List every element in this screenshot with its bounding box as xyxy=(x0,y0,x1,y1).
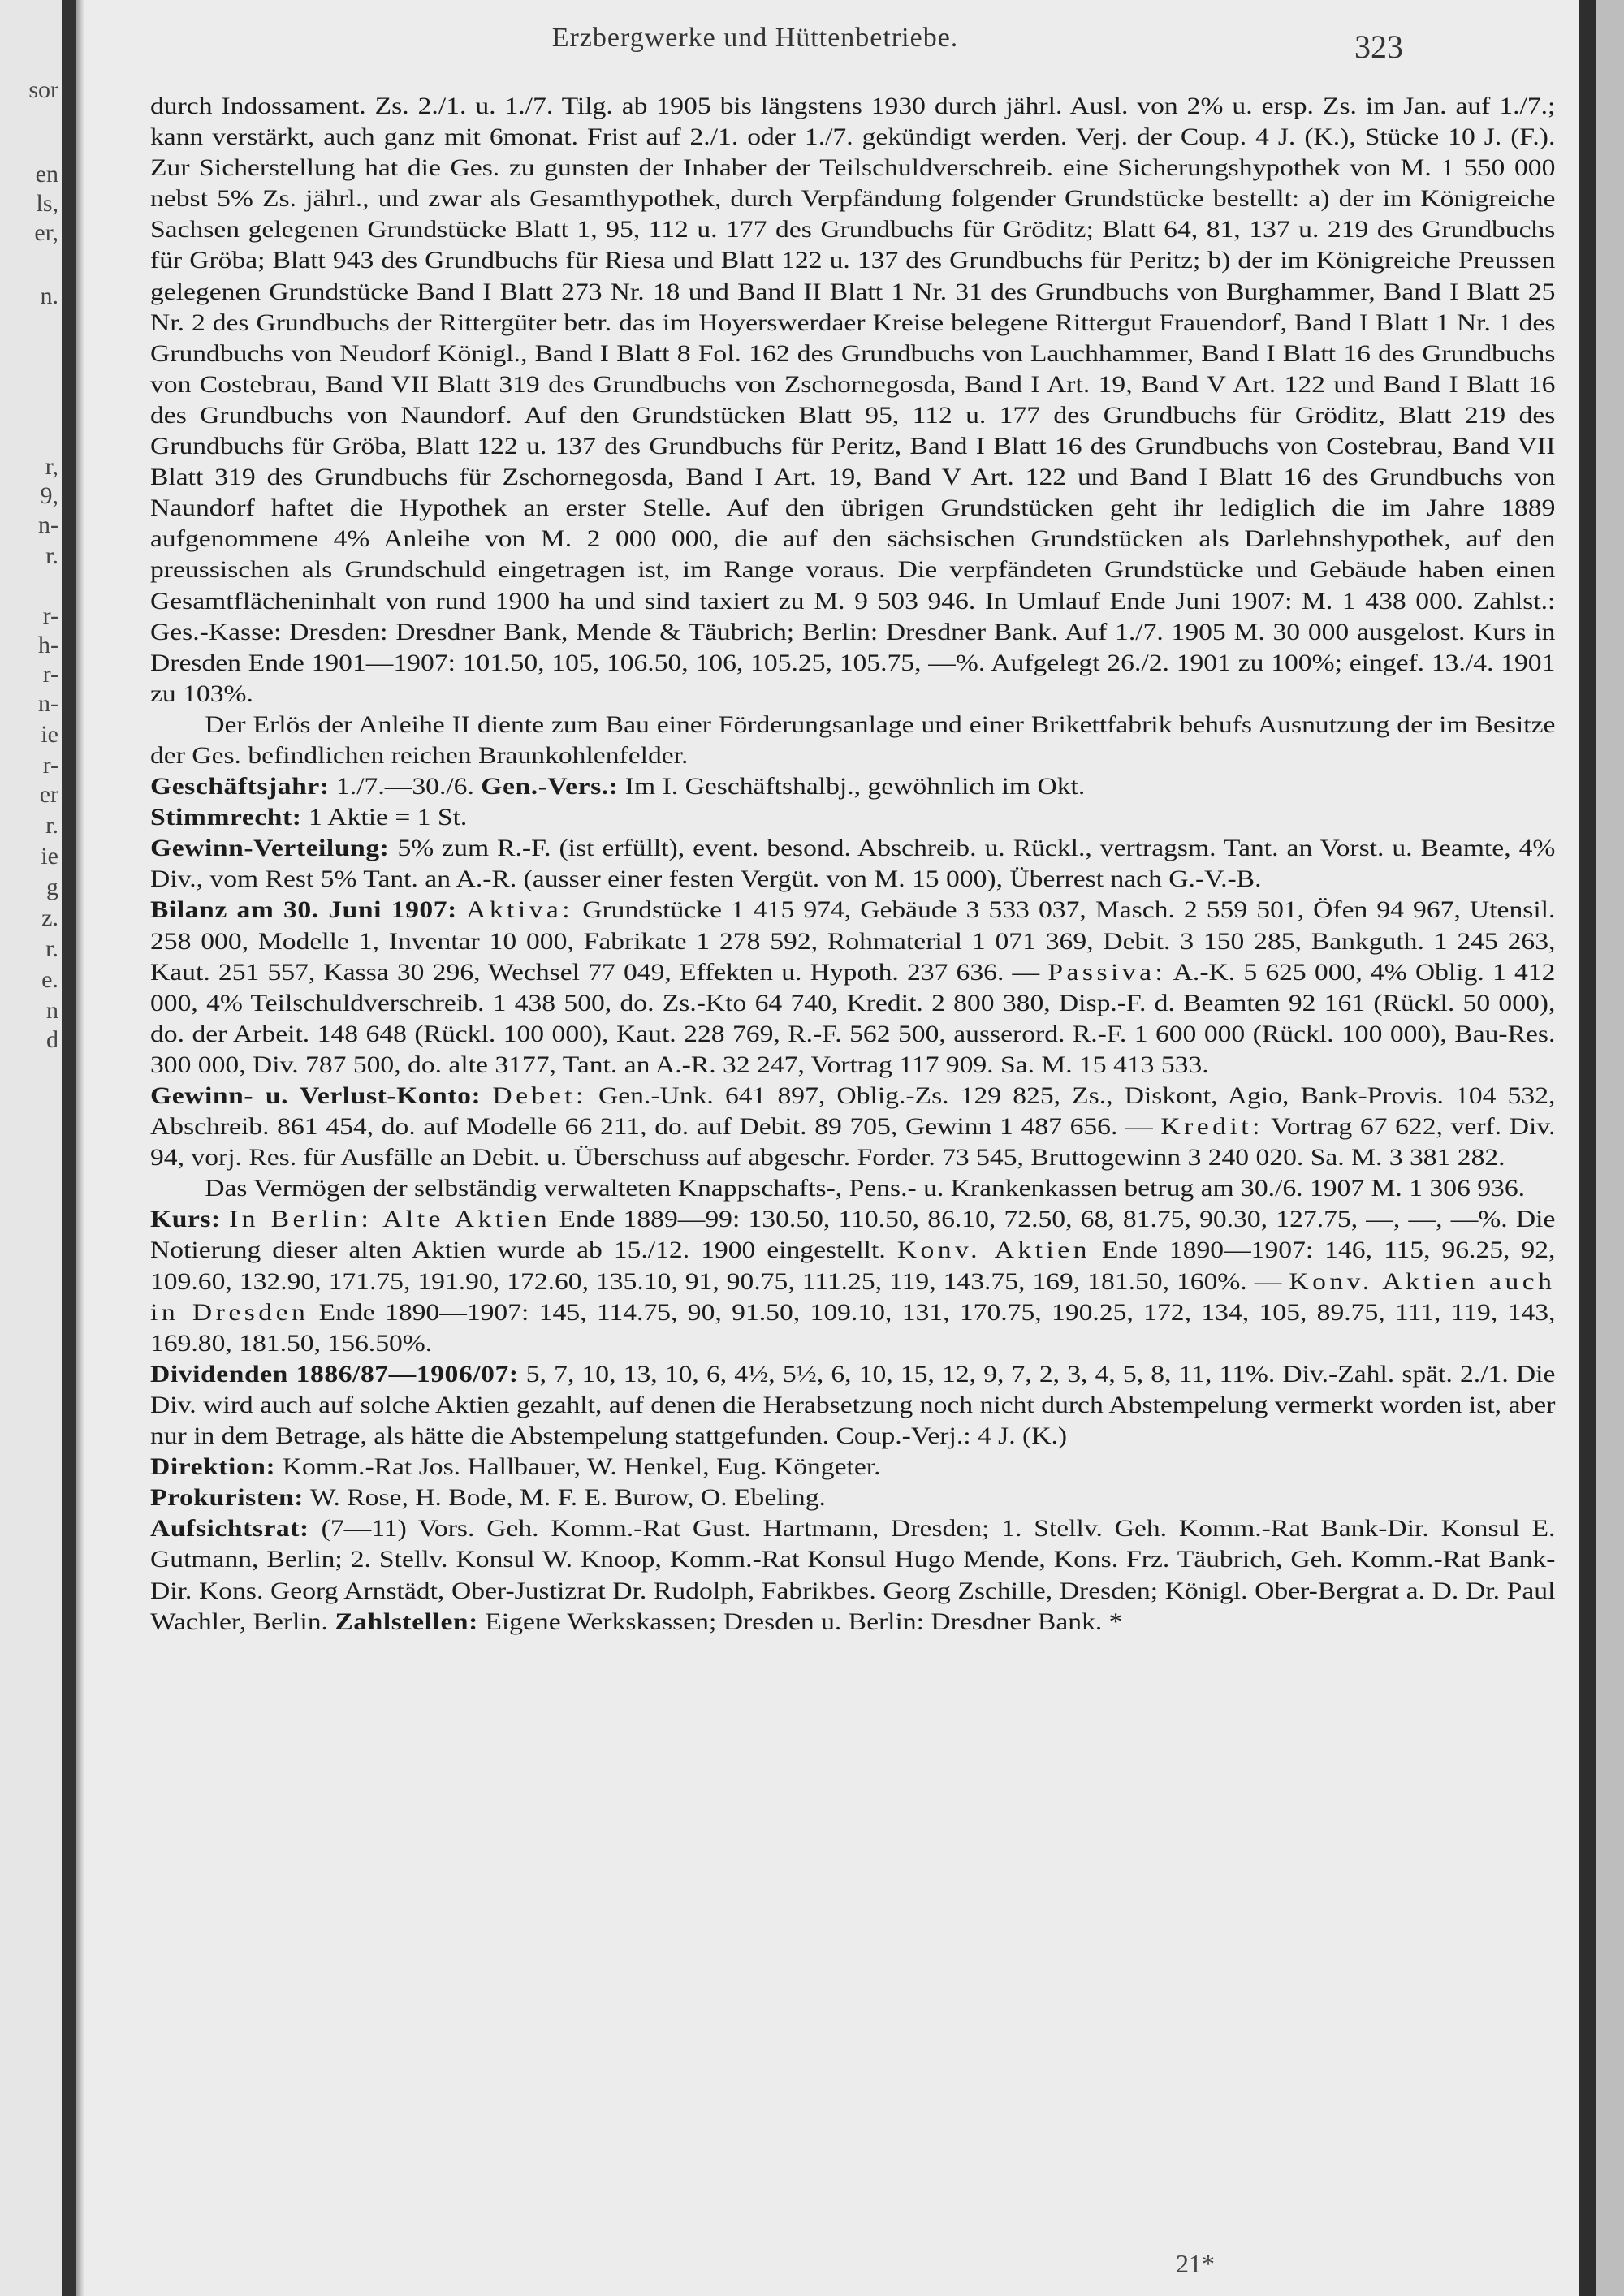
binding-gradient xyxy=(76,0,84,2296)
supervisory-board-value: (7—11) Vors. Geh. Komm.-Rat Gust. Hartmann, Dresden; 1. Stellv. Geh. Komm.-Rat Bank-Dir. Konsul E. Gutmann, Berlin; 2. Stellv. Konsul W. Knoop, Komm.-Rat Konsul Hugo Mende, Kons. Frz. Täubrich, Geh. Komm.-Rat Bank-Dir. Kons. Georg Arnstädt, Ober-Justizrat Dr. Rudolph, Fabrikbes. Georg Zschille, Dresden; Königl. Ober-Bergrat a. D. Dr. Paul Wachler, Berlin. xyxy=(150,1515,1556,1635)
management-paragraph xyxy=(150,1452,1555,1482)
facing-page-edge xyxy=(0,0,68,2296)
page-number: 323 xyxy=(1354,28,1403,65)
kredit-label: Kredit: xyxy=(1160,1113,1263,1141)
margin-fragment: en xyxy=(35,162,58,187)
bond-details-text: durch Indossament. Zs. 2./1. u. 1./7. Tilg. ab 1905 bis längstens 1930 durch jährl. Ausl. von 2% u. ersp. Zs. im Jan. auf 1./7.; kann verstärkt, auch ganz mit 6monat. Frist auf 2./1. oder 1./7. gekündigt werden. Verj. der Coup. 4 J. (K.), Stücke 10 J. (F.). Zur Sicherstellung hat die Ges. zu gunsten der Inhaber der Teilschuldverschreib. eine Sicherungshypothek von M. 1 550 000 nebst 5% Zs. jährl., und zwar als Gesamthypothek, durch Verpfändung folgender Grundstücke bestellt: a) der im Königreiche Sachsen gelegenen Grundstücke Blatt 1, 95, 112 u. 177 des Grundbuchs für Gröditz; Blatt 64, 81, 137 u. 219 des Grundbuchs für Gröba; Blatt 943 des Grundbuchs für Riesa und Blatt 122 u. 137 des Grundbuchs für Peritz; b) der im Königreiche Preussen gelegenen Grundstücke Band I Blatt 273 Nr. 18 und Band II Blatt 1 Nr. 31 des Grundbuchs von Burghammer, Band I Blatt 25 Nr. 2 des Grundbuchs der Rittergüter betr. das im Hoyerswerdaer Kreise belegene Rittergut Frauendorf, Band I Blatt 1 Nr. 1 des Grundbuchs von Neudorf Königl., Band I Blatt 8 Fol. 162 des Grundbuchs von Lauchhammer, Band I Blatt 16 des Grundbuchs von Costebrau, Band VII Blatt 319 des Grundbuchs von Zschornegosda, Band I Art. 19, Band V Art. 122 und Band I Blatt 16 des Grundbuchs von Naundorf. Auf den Grundstücken Blatt 95, 112 u. 177 des Grundbuchs für Gröditz, Blatt 219 des Grundbuchs für Gröba, Blatt 122 u. 137 des Grundbuchs für Peritz, Band I Blatt 16 des Grundbuchs von Costebrau, Band VII Blatt 319 des Grundbuchs für Zschornegosda, Band I Art. 19, Band V Art. 122 und Band I Blatt 16 des Grundbuchs von Naundorf haftet die Hypothek an erster Stelle. Auf den übrigen Grundstücken geht ihr lediglich die im Jahre 1889 aufgenommene 4% Anleihe von M. 2 000 000, die auf den sächsischen Grundstücken als Darlehnshypothek, auf den preussischen als Grundschuld eingetragen ist, im Range voraus. Die verpfändeten Grundstücke und Gebäude haben einen Gesamtflächeninhalt von rund 1900 ha und sind taxiert zu M. 9 503 946. In Umlauf Ende Juni 1907: M. 1 438 000. Zahlst.: Ges.-Kasse: Dresden: Dresdner Bank, Mende & Täubrich; Berlin: Dresdner Bank. Auf 1./7. 1905 M. 30 000 ausgelost. Kurs in Dresden Ende 1901—1907: 101.50, 105, 106.50, 106, 105.25, 105.75, —%. Aufgelegt 26./2. 1901 zu 100%; eingef. 13./4. 1901 zu 103%. xyxy=(150,93,1556,707)
authorized-officers-label: Prokuristen: xyxy=(150,1484,304,1512)
voting-value: 1 Aktie = 1 St. xyxy=(308,804,468,831)
debet-label: Debet: xyxy=(492,1082,587,1109)
margin-fragment: r, xyxy=(45,455,58,479)
fiscal-year-label: Geschäftsjahr: xyxy=(150,773,330,801)
voting-label: Stimmrecht: xyxy=(150,804,302,831)
right-edge-strip xyxy=(1596,0,1624,2296)
management-label: Direktion: xyxy=(150,1453,276,1481)
berlin-old-shares-value: Ende 1889—99: 130.50, 110.50, 86.10, 72.50, 68, 81.75, 90.30, 127.75, —, —, —%. Die Notierung dieser alten Aktien wurde ab 15./12. 1900 eingestellt. xyxy=(150,1206,1556,1264)
margin-fragment: r- xyxy=(42,662,58,687)
margin-fragment: 9, xyxy=(40,484,58,508)
margin-fragment: d xyxy=(46,1028,58,1052)
profit-distribution-value: 5% zum R.-F. (ist erfüllt), event. besond. Abschreib. u. Rückl., vertragsm. Tant. an Vorst. u. Beamte, 4% Div., vom Rest 5% Tant. an A.-R. (ausser einer festen Vergüt. von M. 15 000), Überrest nach G.-V.-B. xyxy=(150,835,1556,893)
margin-fragment: g xyxy=(46,875,58,900)
body-text xyxy=(150,91,1555,1638)
paying-agents-label: Zahlstellen: xyxy=(335,1608,478,1635)
voting-paragraph xyxy=(150,802,1555,833)
passiva-value: A.-K. 5 625 000, 4% Oblig. 1 412 000, 4% Teilschuldverschreib. 1 438 500, do. Zs.-Kto 64 740, Kredit. 2 800 380, Disp.-F. d. Beamten 92 161 (Rückl. 50 000), do. der Arbeit. 148 648 (Rückl. 100 000), Kaut. 228 769, R.-F. 562 500, ausserord. R.-F. 1 600 000 (Rückl. 100 000), Bau-Res. 300 000, Div. 787 500, do. alte 3177, Tant. an A.-R. 32 247, Vortrag 117 909. Sa. M. 15 413 533. xyxy=(150,958,1556,1078)
margin-fragment: r. xyxy=(45,544,58,568)
aktiva-value: Grundstücke 1 415 974, Gebäude 3 533 037, Masch. 2 559 501, Öfen 94 967, Utensil. 258 000, Modelle 1, Inventar 10 000, Fabrikate 1 278 592, Rohmaterial 1 071 369, Debit. 3 150 285, Bankguth. 1 245 263, Kaut. 251 557, Kassa 30 296, Wechsel 77 049, Effekten u. Hypoth. 237 636. — xyxy=(150,896,1556,986)
margin-fragment: n- xyxy=(38,513,58,537)
right-edge-shadow xyxy=(1579,0,1596,2296)
profit-loss-paragraph xyxy=(150,1081,1555,1173)
kredit-value: Vortrag 67 622, verf. Div. 94, vorj. Res. für Ausfälle an Debit. u. Überschuss auf abgeschr. Forder. 73 545, Bruttogewinn 3 240 020. Sa. M. 3 381 282. xyxy=(150,1113,1556,1172)
profit-distribution-label: Gewinn-Verteilung: xyxy=(150,835,390,862)
loan-use-text: Der Erlös der Anleihe II diente zum Bau einer Förderungsanlage und einer Brikettfabrik behufs Ausnutzung der im Besitze der Ges. befindlichen reichen Braunkohlenfelder. xyxy=(150,710,1556,769)
supervisory-board-label: Aufsichtsrat: xyxy=(150,1515,309,1543)
loan-use-paragraph xyxy=(150,710,1555,771)
margin-fragment: h- xyxy=(38,633,58,658)
binding-shadow xyxy=(62,0,76,2296)
dividends-label: Dividenden 1886/87—1906/07: xyxy=(150,1360,519,1388)
pension-fund-text: Das Vermögen der selbständig verwalteten Knappschafts-, Pens.- u. Krankenkassen betrug am 30./6. 1907 M. 1 306 936. xyxy=(205,1175,1526,1202)
passiva-label: Passiva: xyxy=(1047,958,1167,986)
dresden-shares-value: Ende 1890—1907: 145, 114.75, 90, 91.50, 109.10, 131, 170.75, 190.25, 172, 134, 105, 89.75, 111, 119, 143, 169.80, 181.50, 156.50%. xyxy=(150,1298,1556,1357)
converted-shares-label: Konv. Aktien xyxy=(896,1236,1091,1264)
berlin-old-shares-label: In Berlin: Alte Aktien xyxy=(229,1206,551,1233)
margin-fragment: z. xyxy=(41,906,58,930)
fiscal-year-paragraph xyxy=(150,771,1555,802)
pension-fund-paragraph xyxy=(150,1173,1555,1204)
balance-sheet-label: Bilanz am 30. Juni 1907: xyxy=(150,896,457,924)
margin-fragment: r- xyxy=(42,753,58,778)
fiscal-year-value: 1./7.—30./6. xyxy=(336,773,474,801)
margin-fragment: n- xyxy=(38,692,58,716)
paying-agents-value: Eigene Werkskassen; Dresden u. Berlin: Dresdner Bank. * xyxy=(485,1608,1123,1635)
authorized-officers-value: W. Rose, H. Bode, M. F. E. Burow, O. Ebeling. xyxy=(309,1484,826,1512)
margin-fragment: ls, xyxy=(36,192,58,216)
bond-details-paragraph xyxy=(150,91,1555,710)
profit-loss-label: Gewinn- u. Verlust-Konto: xyxy=(150,1082,482,1109)
authorized-officers-paragraph xyxy=(150,1482,1555,1513)
general-meeting-value: Im I. Geschäftshalbj., gewöhnlich im Okt. xyxy=(624,773,1086,801)
sheet-signature: 21* xyxy=(1176,2249,1215,2278)
margin-fragment: er xyxy=(39,783,58,807)
margin-fragment: e. xyxy=(41,968,58,992)
dividends-value: 5, 7, 10, 13, 10, 6, 4½, 5½, 6, 10, 15, 12, 9, 7, 2, 3, 4, 5, 8, 11, 11%. Div.-Zahl. spät. 2./1. Die Div. wird auch auf solche Aktien gezahlt, auf denen die Herabsetzung noch nicht durch Abstempelung vermerkt worden ist, aber nur in dem Betrage, als hätte die Abstempelung stattgefunden. Coup.-Verj.: 4 J. (K.) xyxy=(150,1360,1556,1450)
margin-fragment: sor xyxy=(28,78,58,102)
running-header: Erzbergwerke und Hüttenbetriebe. xyxy=(551,23,959,53)
debet-value: Gen.-Unk. 641 897, Oblig.-Zs. 129 825, Zs., Diskont, Agio, Bank-Provis. 104 532, Abschreib. 861 454, do. auf Modelle 66 211, do. auf Debit. 89 705, Gewinn 1 487 656. — xyxy=(150,1082,1556,1141)
aktiva-label: Aktiva: xyxy=(465,896,574,924)
converted-shares-value: Ende 1890—1907: 146, 115, 96.25, 92, 109.60, 132.90, 171.75, 191.90, 172.60, 135.10, 91, 90.75, 111.25, 119, 143.75, 169, 181.50, 160%. — xyxy=(150,1236,1556,1295)
general-meeting-label: Gen.-Vers.: xyxy=(481,773,619,801)
margin-fragment: ie xyxy=(41,844,58,869)
margin-fragment: n xyxy=(46,999,58,1023)
management-value: Komm.-Rat Jos. Hallbauer, W. Henkel, Eug. Köngeter. xyxy=(282,1453,881,1481)
margin-fragment: n. xyxy=(40,284,58,309)
dividends-paragraph xyxy=(150,1359,1555,1452)
margin-fragment: r. xyxy=(45,937,58,961)
dresden-shares-label: Konv. Aktien auch in Dresden xyxy=(150,1267,1556,1326)
supervisory-board-paragraph xyxy=(150,1513,1555,1637)
margin-fragment: r. xyxy=(45,814,58,838)
share-price-paragraph xyxy=(150,1204,1555,1358)
margin-fragment: er, xyxy=(34,221,58,245)
share-price-label: Kurs: xyxy=(150,1206,221,1233)
profit-distribution-paragraph xyxy=(150,833,1555,895)
balance-sheet-paragraph xyxy=(150,895,1555,1081)
margin-fragment: ie xyxy=(41,723,58,747)
margin-fragment: r- xyxy=(42,604,58,628)
